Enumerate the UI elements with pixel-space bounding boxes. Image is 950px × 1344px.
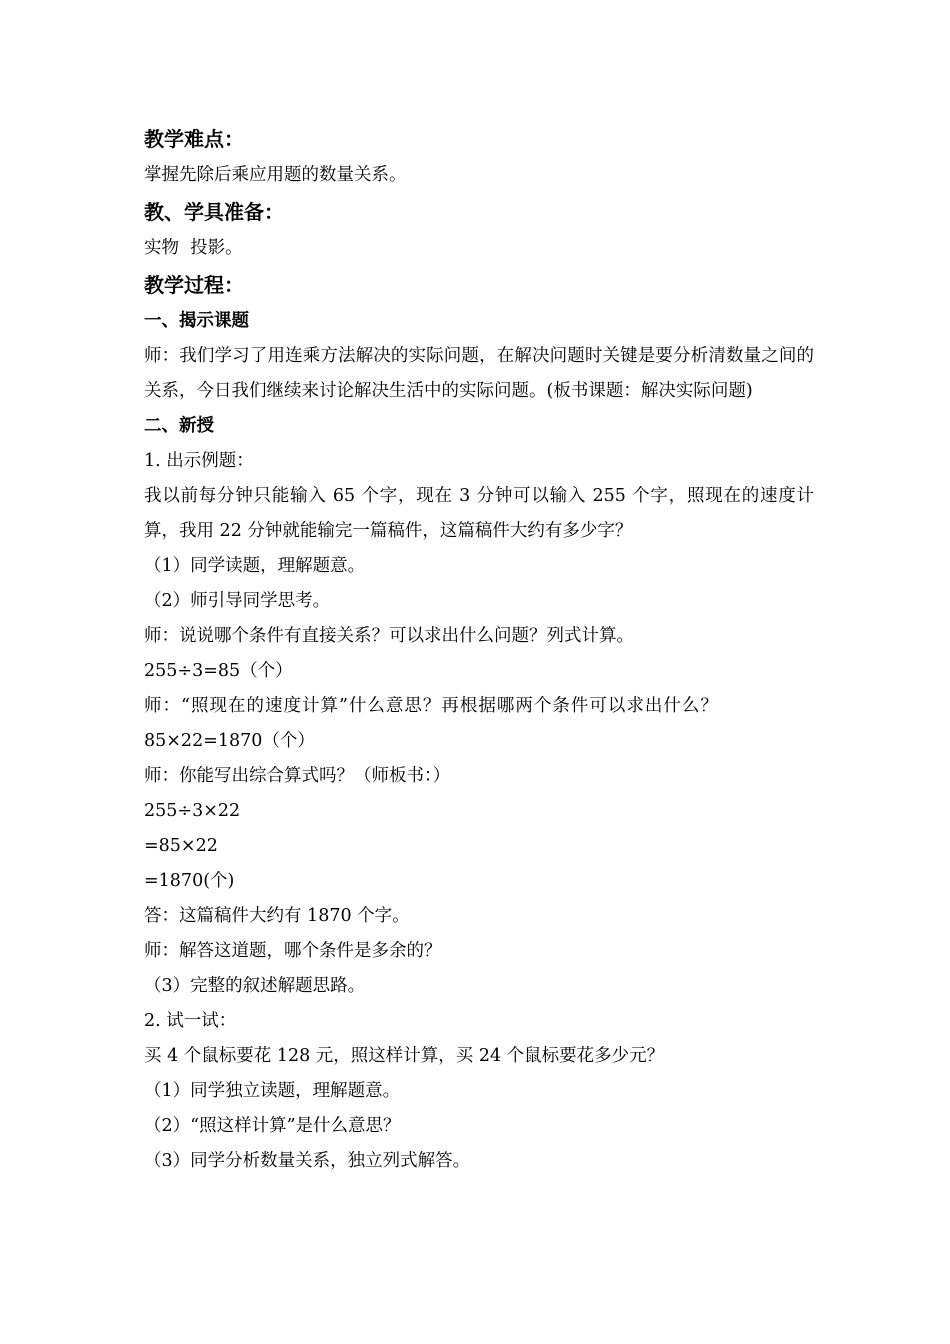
try-step-1: （1）同学独立读题，理解题意。 — [144, 1081, 401, 1101]
step-3: （3）完整的叙述解题思路。 — [144, 976, 366, 996]
document-page — [144, 120, 814, 1179]
section2-title: 二、新授 — [144, 416, 214, 436]
combined-expression-3: =1870(个) — [144, 871, 235, 891]
step-1: （1）同学读题，理解题意。 — [144, 556, 366, 576]
example-problem: 我以前每分钟只能输入 65 个字，现在 3 分钟可以输入 255 个字，照现在的速度计算，我用 22 分钟就能输完一篇稿件，这篇稿件大约有多少字？ — [144, 486, 814, 541]
teacher-question-4: 师：解答这道题，哪个条件是多余的？ — [144, 941, 442, 961]
heading-tools: 教、学具准备： — [144, 200, 284, 224]
try-step-2: （2）“照这样计算”是什么意思？ — [144, 1116, 401, 1136]
try-heading: 2. 试一试： — [144, 1011, 237, 1031]
answer-text: 答：这篇稿件大约有 1870 个字。 — [144, 906, 410, 926]
tools-text: 实物 投影。 — [144, 238, 243, 258]
difficulty-text: 掌握先除后乘应用题的数量关系。 — [144, 165, 407, 185]
heading-difficulty: 教学难点： — [144, 127, 244, 151]
calculation-1: 255÷3=85（个） — [144, 661, 293, 681]
try-step-3: （3）同学分析数量关系，独立列式解答。 — [144, 1151, 471, 1171]
calculation-2: 85×22=1870（个） — [144, 731, 315, 751]
example-heading: 1. 出示例题： — [144, 451, 254, 471]
section1-paragraph: 师：我们学习了用连乘方法解决的实际问题，在解决问题时关键是要分析清数量之间的关系，今日我们继续来讨论解决生活中的实际问题。(板书课题：解决实际问题) — [144, 346, 814, 401]
combined-expression-1: 255÷3×22 — [144, 801, 241, 821]
teacher-question-3: 师：你能写出综合算式吗？（师板书：） — [144, 766, 451, 786]
heading-process: 教学过程： — [144, 273, 244, 297]
section1-title: 一、揭示课题 — [144, 311, 249, 331]
combined-expression-2: =85×22 — [144, 836, 218, 856]
teacher-question-1: 师：说说哪个条件有直接关系？可以求出什么问题？列式计算。 — [144, 626, 634, 646]
try-problem: 买 4 个鼠标要花 128 元，照这样计算，买 24 个鼠标要花多少元？ — [144, 1046, 665, 1066]
teacher-question-2: 师：“照现在的速度计算”什么意思？再根据哪两个条件可以求出什么？ — [144, 696, 719, 716]
step-2: （2）师引导同学思考。 — [144, 591, 331, 611]
